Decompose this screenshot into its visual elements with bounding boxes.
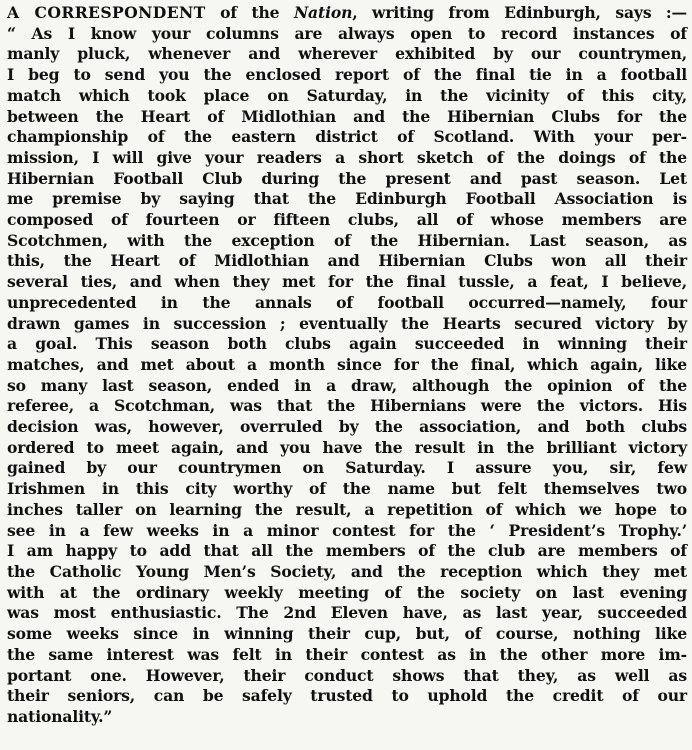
text-line: Scotchmen, with the exception of the Hibernian. Last season, as [7,230,687,250]
text-line: their seniors, can be safely trusted to uphold the credit of our [7,686,687,706]
text-line: referee, a Scotchman, was that the Hibernians were the victors. His [7,396,687,416]
text-line: some weeks since in winning their cup, but, of course, nothing like [7,624,687,644]
text-line: was most enthusiastic. The 2nd Eleven have, as last year, succeeded [7,603,687,623]
text-line: unprecedented in the annals of football occurred—namely, four [7,292,687,312]
heading-text: , writing from Edinburgh, says :— [352,3,687,22]
text-line: Irishmen in this city worthy of the name but felt themselves two [7,479,687,499]
text-line: championship of the eastern district of Scotland. With your per- [7,127,687,147]
text-line: nationality.” [7,706,113,726]
text-line: “ As I know your columns are always open to record instances of [7,23,687,43]
text-line: composed of fourteen or fifteen clubs, all of whose members are [7,210,687,230]
text-line: drawn games in succession ; eventually the Hearts secured victory by [7,313,687,333]
text-line: match which took place on Saturday, in the vicinity of this city, [7,85,687,105]
text-line: this, the Heart of Midlothian and Hibernian Clubs won all their [7,251,687,271]
article-heading [7,3,687,24]
text-line: see in a few weeks in a minor contest for the ‘ President’s Trophy.’ [7,520,687,540]
text-line: between the Heart of Midlothian and the Hibernian Clubs for the [7,106,687,126]
text-line: with at the ordinary weekly meeting of the society on last evening [7,582,687,602]
text-line: mission, I will give your readers a short sketch of the doings of the [7,147,687,167]
text-line: matches, and met about a month since for the final, which again, like [7,354,687,374]
text-line: ordered to meet again, and you have the result in the brilliant victory [7,437,687,457]
text-line: I beg to send you the enclosed report of the final tie in a football [7,65,687,85]
text-line: gained by our countrymen on Saturday. I assure you, sir, few [7,458,687,478]
text-line: so many last season, ended in a draw, although the opinion of the [7,375,687,395]
text-line: Hibernian Football Club during the present and past season. Let [7,168,687,188]
heading-text: of the [205,3,294,22]
article-lead: A CORRESPONDENT [7,3,206,22]
text-line: decision was, however, overruled by the association, and both clubs [7,417,687,437]
text-line: me premise by saying that the Edinburgh Football Association is [7,189,687,209]
text-line: portant one. However, their conduct shows that they, as well as [7,665,687,685]
text-line: manly pluck, whenever and wherever exhibited by our countrymen, [7,44,687,64]
newspaper-clipping [7,3,687,728]
text-line: the same interest was felt in their contest as in the other more im- [7,644,687,664]
publication-name: Nation [293,3,353,22]
text-line: the Catholic Young Men’s Society, and the reception which they met [7,561,687,581]
text-line: inches taller on learning the result, a repetition of which we hope to [7,499,687,519]
text-line: I am happy to add that all the members of the club are members of [7,541,687,561]
text-line: a goal. This season both clubs again succeeded in winning their [7,334,687,354]
text-line: several ties, and when they met for the final tussle, a feat, I believe, [7,272,687,292]
